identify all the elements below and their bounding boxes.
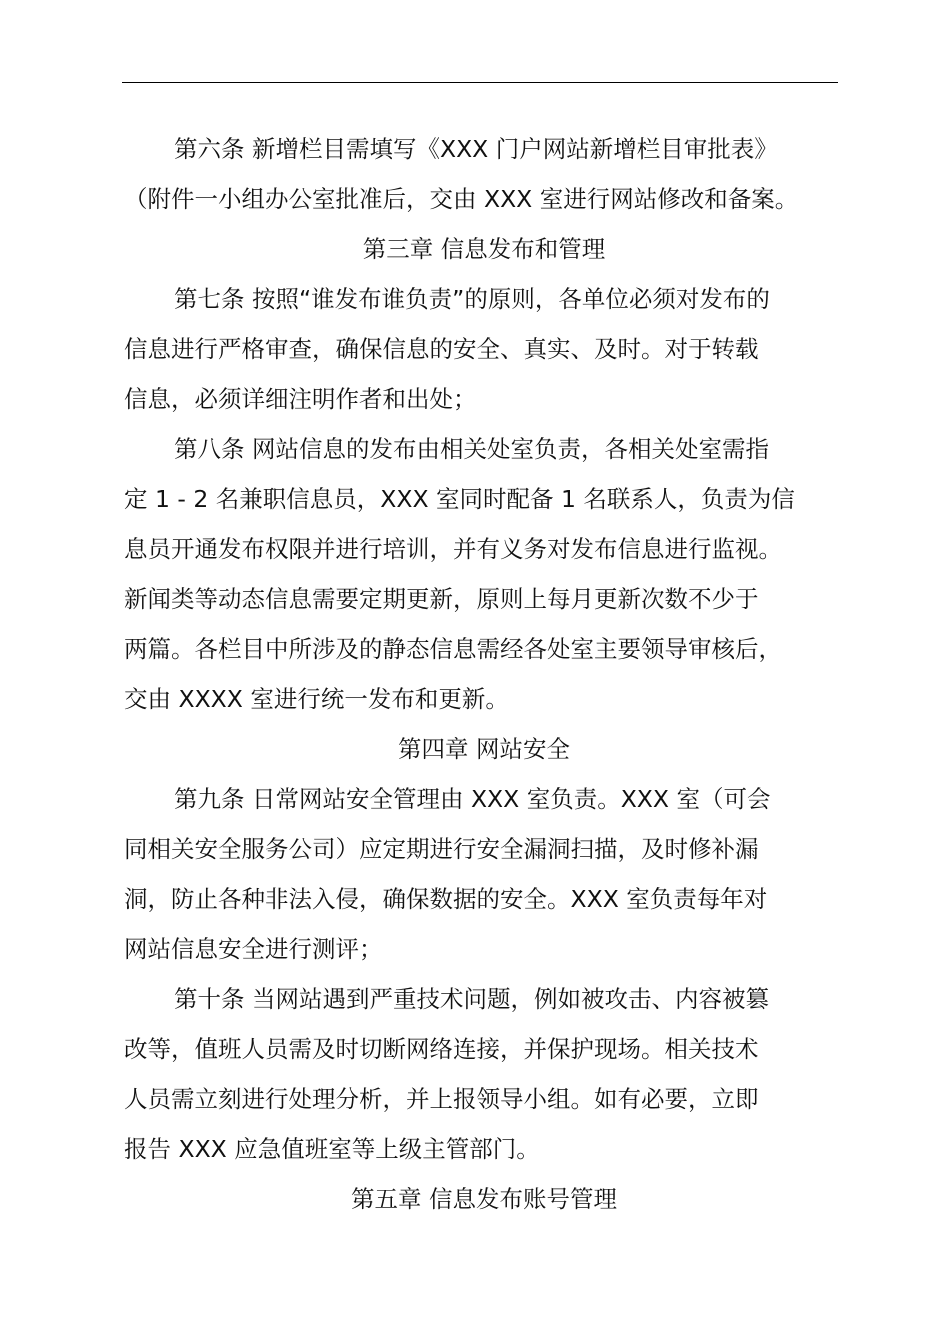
chapter-5-heading: 第五章 信息发布账号管理 (351, 1185, 617, 1213)
header-rule (122, 82, 838, 83)
article-9-line-3: 洞，防止各种非法入侵，确保数据的安全。XXX 室负责每年对 (124, 885, 768, 913)
article-9-line-4: 网站信息安全进行测评； (124, 935, 383, 963)
body-text (124, 124, 844, 1224)
article-10-line-1: 第十条 当网站遇到严重技术问题，例如被攻击、内容被篡 (174, 985, 769, 1013)
article-9-line-2: 同相关安全服务公司）应定期进行安全漏洞扫描，及时修补漏 (124, 835, 759, 863)
article-8-line-5: 两篇。各栏目中所涉及的静态信息需经各处室主要领导审核后， (124, 635, 782, 663)
article-10-line-4: 报告 XXX 应急值班室等上级主管部门。 (124, 1135, 540, 1163)
article-6-line-1: 第六条 新增栏目需填写《XXX 门户网站新增栏目审批表》 (174, 135, 778, 163)
article-6-line-2: （附件一小组办公室批准后，交由 XXX 室进行网站修改和备案。 (124, 185, 799, 213)
article-10-line-3: 人员需立刻进行处理分析，并上报领导小组。如有必要，立即 (124, 1085, 759, 1113)
article-10-line-2: 改等，值班人员需及时切断网络连接，并保护现场。相关技术 (124, 1035, 759, 1063)
article-8-line-1: 第八条 网站信息的发布由相关处室负责，各相关处室需指 (174, 435, 769, 463)
article-8-line-2: 定 1 - 2 名兼职信息员，XXX 室同时配备 1 名联系人，负责为信 (124, 485, 795, 513)
article-8-line-3: 息员开通发布权限并进行培训，并有义务对发布信息进行监视。 (124, 535, 782, 563)
chapter-3-heading: 第三章 信息发布和管理 (362, 235, 606, 263)
article-7-line-3: 信息，必须详细注明作者和出处； (124, 385, 477, 413)
article-8-line-6: 交由 XXXX 室进行统一发布和更新。 (124, 685, 509, 713)
article-7-line-1: 第七条 按照“谁发布谁负责”的原则，各单位必须对发布的 (174, 285, 770, 313)
chapter-4-heading: 第四章 网站安全 (398, 735, 570, 763)
article-9-line-1: 第九条 日常网站安全管理由 XXX 室负责。XXX 室（可会 (174, 785, 771, 813)
article-7-line-2: 信息进行严格审查，确保信息的安全、真实、及时。对于转载 (124, 335, 759, 363)
article-8-line-4: 新闻类等动态信息需要定期更新，原则上每月更新次数不少于 (124, 585, 759, 613)
